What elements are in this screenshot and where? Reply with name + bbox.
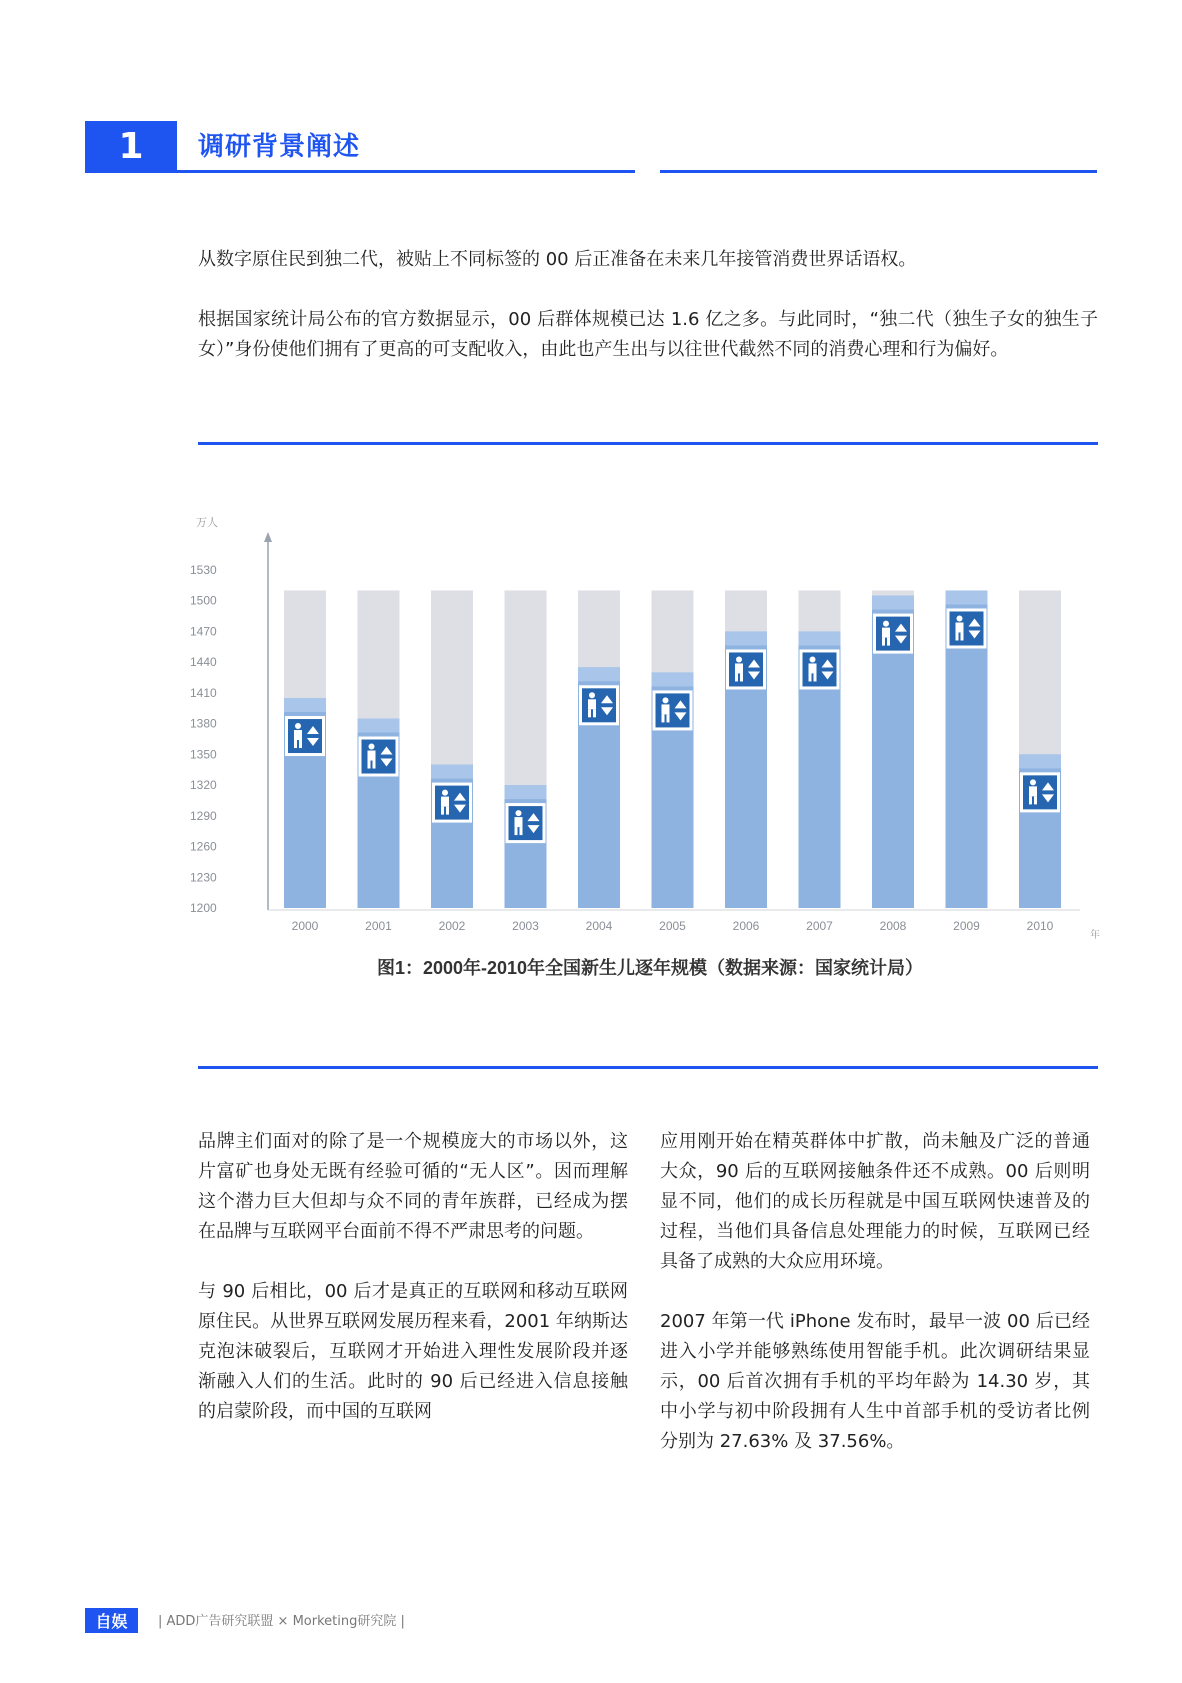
footer-logo: 自娱 bbox=[85, 1608, 138, 1633]
person-head-icon bbox=[810, 656, 816, 662]
person-leg-icon bbox=[740, 673, 743, 681]
x-tick-label: 2002 bbox=[438, 919, 466, 933]
person-body-icon bbox=[588, 699, 596, 709]
people-icon bbox=[656, 693, 690, 727]
body-column-left bbox=[198, 1127, 628, 1457]
y-tick-label: 1350 bbox=[190, 747, 217, 762]
person-leg-icon bbox=[662, 714, 665, 722]
x-tick-label: 2000 bbox=[291, 919, 319, 933]
person-body-icon bbox=[882, 628, 890, 638]
person-body-icon bbox=[809, 663, 817, 673]
body-left-paragraph-2: 与 90 后相比，00 后才是真正的互联网和移动互联网原住民。从世界互联网发展历程来看，2001 年纳斯达克泡沫破裂后，互联网才开始进入理性发展阶段并逐渐融入人们的生活。此时的 90 后已经进入信息接触的启蒙阶段，而中国的互联网 bbox=[198, 1281, 628, 1422]
person-leg-icon bbox=[515, 827, 518, 835]
person-leg-icon bbox=[814, 673, 817, 681]
header-rule-left bbox=[85, 170, 635, 173]
person-head-icon bbox=[442, 790, 448, 796]
y-tick-label: 1410 bbox=[190, 685, 217, 700]
body-right-paragraph-2: 2007 年第一代 iPhone 发布时，最早一波 00 后已经进入小学并能够熟练使用智能手机。此次调研结果显示，00 后首次拥有手机的平均年龄为 14.30 岁，其中小学与初中阶段拥有人生中首部手机的受访者比例分别为 27.63% 及 37.56%。 bbox=[660, 1311, 1090, 1452]
bar-cap bbox=[578, 667, 620, 681]
y-tick-label: 1290 bbox=[190, 808, 217, 823]
person-head-icon bbox=[516, 810, 522, 816]
people-icon bbox=[729, 652, 763, 686]
x-tick-label: 2007 bbox=[806, 919, 833, 933]
bar-cap bbox=[284, 698, 326, 712]
person-body-icon bbox=[662, 704, 670, 714]
person-leg-icon bbox=[961, 632, 964, 640]
y-axis-arrow bbox=[264, 532, 272, 542]
y-tick-label: 1530 bbox=[190, 563, 217, 577]
body-column-right bbox=[660, 1127, 1090, 1487]
people-icon bbox=[803, 652, 837, 686]
bar-cap bbox=[872, 596, 914, 610]
y-tick-label: 1380 bbox=[190, 716, 217, 731]
x-tick-label: 2005 bbox=[659, 919, 686, 933]
person-head-icon bbox=[1030, 779, 1036, 785]
section-title: 调研背景阐述 bbox=[198, 132, 361, 162]
birth-chart bbox=[180, 510, 1120, 978]
x-tick-label: 2009 bbox=[953, 919, 980, 933]
person-leg-icon bbox=[1034, 796, 1037, 804]
y-tick-label: 1320 bbox=[190, 778, 217, 793]
people-icon bbox=[435, 786, 469, 820]
person-leg-icon bbox=[1029, 796, 1032, 804]
body-right-paragraph-1: 应用刚开始在精英群体中扩散，尚未触及广泛的普通大众，90 后的互联网接触条件还不成熟。00 后则明显不同，他们的成长历程就是中国互联网快速普及的过程，当他们具备信息处理能力的时候，互联网已经具备了成熟的大众应用环境。 bbox=[660, 1131, 1090, 1272]
person-head-icon bbox=[736, 656, 742, 662]
person-leg-icon bbox=[588, 709, 591, 717]
bar-cap bbox=[799, 631, 841, 645]
person-body-icon bbox=[735, 663, 743, 673]
person-head-icon bbox=[663, 697, 669, 703]
header-rule-right bbox=[660, 170, 1097, 173]
y-tick-label: 1260 bbox=[190, 839, 217, 854]
bar-cap bbox=[652, 672, 694, 686]
intro-paragraph-2: 根据国家统计局公布的官方数据显示，00 后群体规模已达 1.6 亿之多。与此同时，“独二代（独生子女的独生子女）”身份使他们拥有了更高的可支配收入，由此也产生出与以往世代截然不同的消费心理和行为偏好。 bbox=[198, 309, 1098, 360]
person-leg-icon bbox=[446, 807, 449, 815]
person-head-icon bbox=[883, 621, 889, 627]
people-icon bbox=[876, 617, 910, 651]
bar-cap bbox=[725, 631, 767, 645]
people-icon bbox=[582, 688, 616, 722]
person-leg-icon bbox=[667, 714, 670, 722]
person-head-icon bbox=[957, 615, 963, 621]
person-leg-icon bbox=[520, 827, 523, 835]
person-body-icon bbox=[441, 797, 449, 807]
person-body-icon bbox=[1029, 786, 1037, 796]
chart-caption: 图1：2000年-2010年全国新生儿逐年规模（数据来源：国家统计局） bbox=[376, 958, 924, 978]
bar-cap bbox=[358, 719, 400, 733]
bar-cap bbox=[1019, 754, 1061, 768]
people-icon bbox=[1023, 775, 1057, 809]
x-tick-label: 2003 bbox=[512, 919, 539, 933]
footer-text: | ADD广告研究联盟 × Morketing研究院 | bbox=[158, 1614, 405, 1629]
y-axis-unit: 万人 bbox=[196, 517, 218, 529]
y-tick-label: 1440 bbox=[190, 655, 217, 670]
chart-canvas bbox=[180, 510, 1120, 980]
person-leg-icon bbox=[593, 709, 596, 717]
x-tick-label: 2004 bbox=[585, 919, 613, 933]
person-leg-icon bbox=[956, 632, 959, 640]
x-tick-label: 2006 bbox=[732, 919, 760, 933]
x-tick-label: 2008 bbox=[879, 919, 907, 933]
people-icon bbox=[288, 719, 322, 753]
person-leg-icon bbox=[809, 673, 812, 681]
section-number: 1 bbox=[85, 121, 177, 172]
person-head-icon bbox=[369, 744, 375, 750]
x-tick-label: 2010 bbox=[1026, 919, 1054, 933]
bar-cap bbox=[505, 785, 547, 799]
bar-cap bbox=[946, 590, 988, 604]
person-body-icon bbox=[294, 730, 302, 740]
people-icon bbox=[950, 611, 984, 645]
bar-cap bbox=[431, 765, 473, 779]
chart-bottom-rule bbox=[198, 1066, 1098, 1069]
person-head-icon bbox=[589, 692, 595, 698]
person-leg-icon bbox=[299, 740, 302, 748]
person-leg-icon bbox=[887, 638, 890, 646]
person-body-icon bbox=[515, 817, 523, 827]
people-icon bbox=[362, 740, 396, 774]
intro-paragraph-1: 从数字原住民到独二代，被贴上不同标签的 00 后正准备在未来几年接管消费世界话语权。 bbox=[198, 249, 917, 270]
person-leg-icon bbox=[882, 638, 885, 646]
y-tick-label: 1500 bbox=[190, 593, 217, 608]
y-tick-label: 1200 bbox=[190, 901, 217, 915]
chart-top-rule bbox=[198, 442, 1098, 445]
person-leg-icon bbox=[294, 740, 297, 748]
person-leg-icon bbox=[373, 761, 376, 769]
people-icon bbox=[509, 806, 543, 840]
x-tick-label: 2001 bbox=[365, 919, 392, 933]
person-leg-icon bbox=[368, 761, 371, 769]
y-tick-label: 1470 bbox=[190, 624, 217, 639]
person-body-icon bbox=[368, 751, 376, 761]
body-left-paragraph-1: 品牌主们面对的除了是一个规模庞大的市场以外，这片富矿也身处无既有经验可循的“无人区”。因而理解这个潜力巨大但却与众不同的青年族群，已经成为摆在品牌与互联网平台面前不得不严肃思考的问题。 bbox=[198, 1131, 628, 1242]
person-leg-icon bbox=[441, 807, 444, 815]
person-leg-icon bbox=[735, 673, 738, 681]
x-axis-unit: 年 bbox=[1090, 930, 1100, 941]
person-head-icon bbox=[295, 723, 301, 729]
y-tick-label: 1230 bbox=[190, 870, 217, 885]
person-body-icon bbox=[956, 622, 964, 632]
